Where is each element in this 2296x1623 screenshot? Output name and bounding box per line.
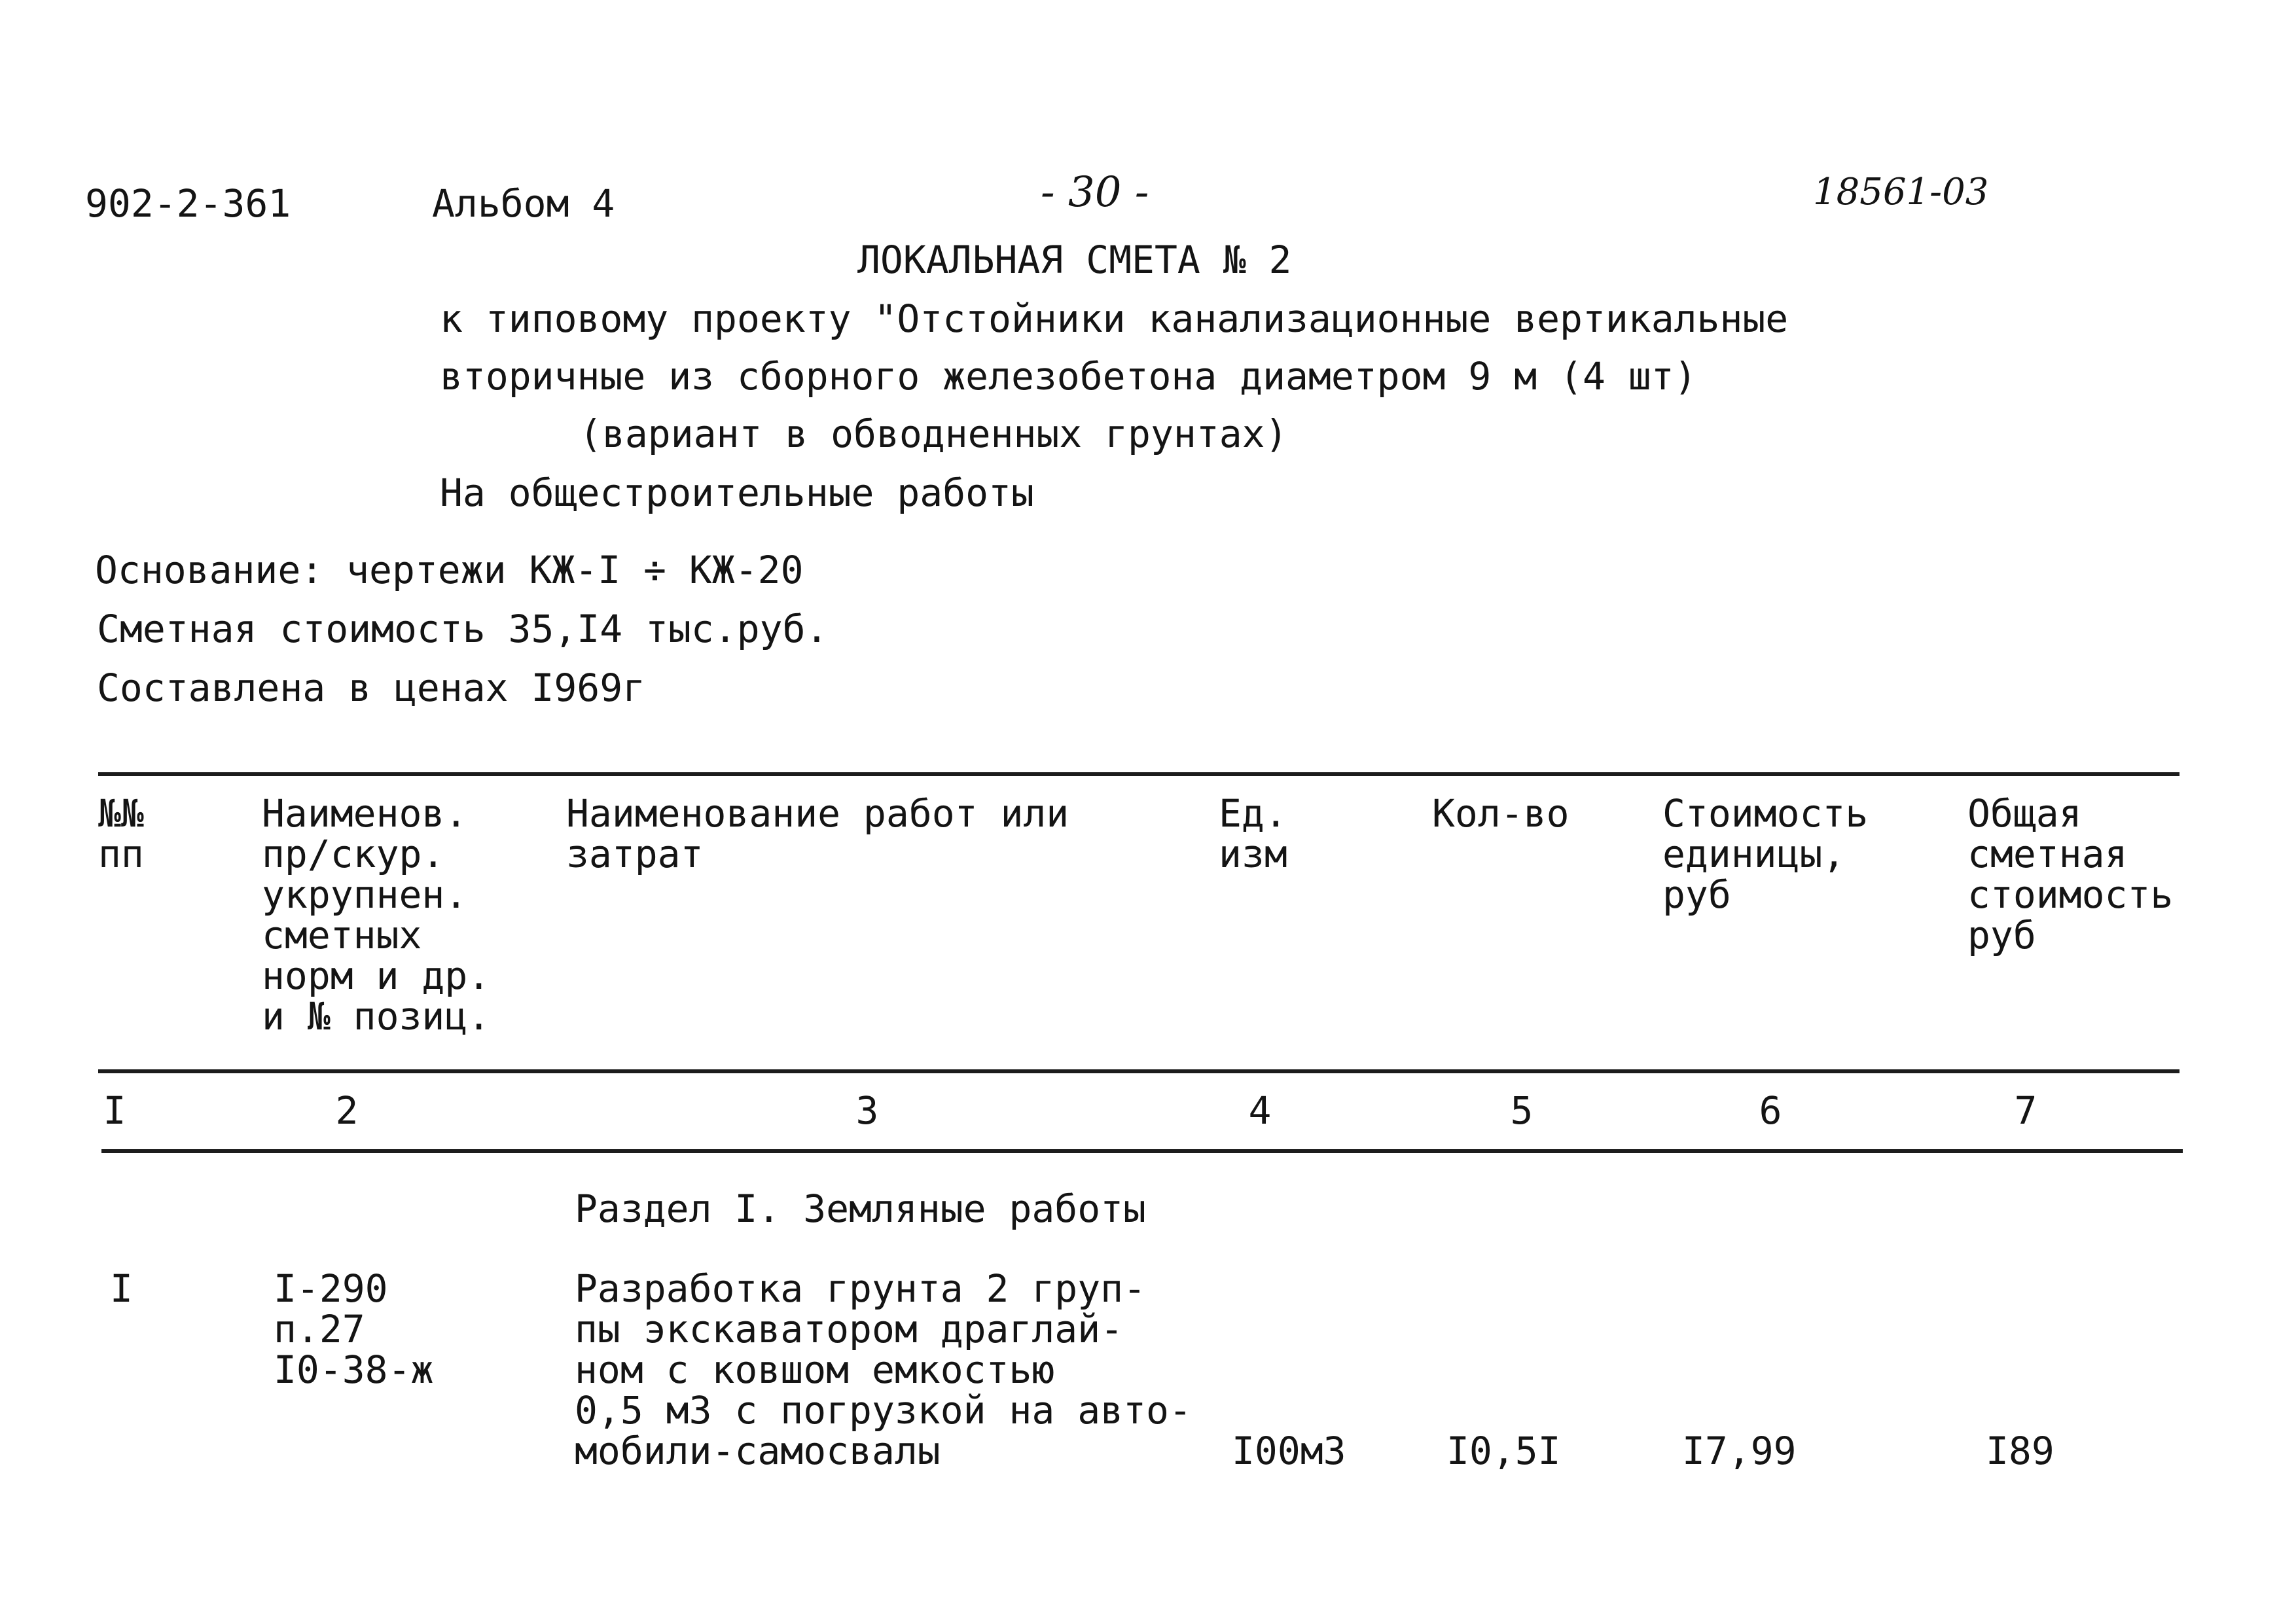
album-label: Альбом 4 (432, 181, 615, 226)
column-number-3: 3 (855, 1088, 879, 1133)
row-number: I (110, 1266, 133, 1311)
total-cost-value: I89 (1986, 1429, 2054, 1473)
column-number-1: I (103, 1088, 126, 1133)
column-number-5: 5 (1510, 1088, 1534, 1133)
title-line-5: На общестроительные работы (440, 471, 1034, 515)
table-top-rule (98, 772, 2179, 776)
basis-line: Основание: чертежи КЖ-I ÷ КЖ-20 (95, 548, 804, 592)
page-number: - 30 - (1041, 168, 1149, 217)
column-number-2: 2 (335, 1088, 359, 1133)
norm-code: I-290 п.27 I0-38-ж (274, 1266, 434, 1392)
estimate-title: ЛОКАЛЬНАЯ СМЕТА № 2 (857, 238, 1292, 282)
column-number-6: 6 (1759, 1088, 1782, 1133)
work-description: Разработка грунта 2 груп- пы экскаватором драглай- ном с ковшом емкостью 0,5 м3 с погрузкой на авто- мобили-самосвалы (575, 1266, 1192, 1473)
section-title: Раздел I. Земляные работы (575, 1186, 1146, 1231)
archive-stamp: 18561-03 (1813, 171, 1989, 213)
estimated-cost-line: Сметная стоимость 35,I4 тыс.руб. (97, 607, 829, 651)
header-work-name: Наименование работ или затрат (566, 791, 1069, 876)
title-line-3: вторичные из сборного железобетона диаметром 9 м (4 шт) (440, 354, 1697, 399)
header-total-cost: Общая сметная стоимость руб (1967, 791, 2174, 957)
title-line-2: к типовому проекту "Отстойники канализационные вертикальные (440, 296, 1789, 341)
prices-year-line: Составлена в ценах I969г (97, 666, 646, 710)
header-bottom-rule (98, 1069, 2179, 1073)
column-number-7: 7 (2014, 1088, 2037, 1133)
header-row-number: №№ пп (98, 791, 144, 876)
header-norm-code: Наименов. пр/скур. укрупнен. сметных норм и др. и № позиц. (262, 791, 491, 1039)
title-line-4: (вариант в обводненных грунтах) (579, 412, 1288, 456)
unit-value: I00м3 (1232, 1429, 1346, 1473)
doc-code: 902-2-361 (85, 181, 291, 226)
header-unit-cost: Стоимость единицы, руб (1662, 791, 1869, 917)
header-unit: Ед. изм (1219, 791, 1287, 876)
column-number-4: 4 (1248, 1088, 1272, 1133)
quantity-value: I0,5I (1446, 1429, 1561, 1473)
header-quantity: Кол-во (1432, 791, 1570, 836)
unit-cost-value: I7,99 (1682, 1429, 1797, 1473)
column-numbers-rule (101, 1149, 2183, 1153)
